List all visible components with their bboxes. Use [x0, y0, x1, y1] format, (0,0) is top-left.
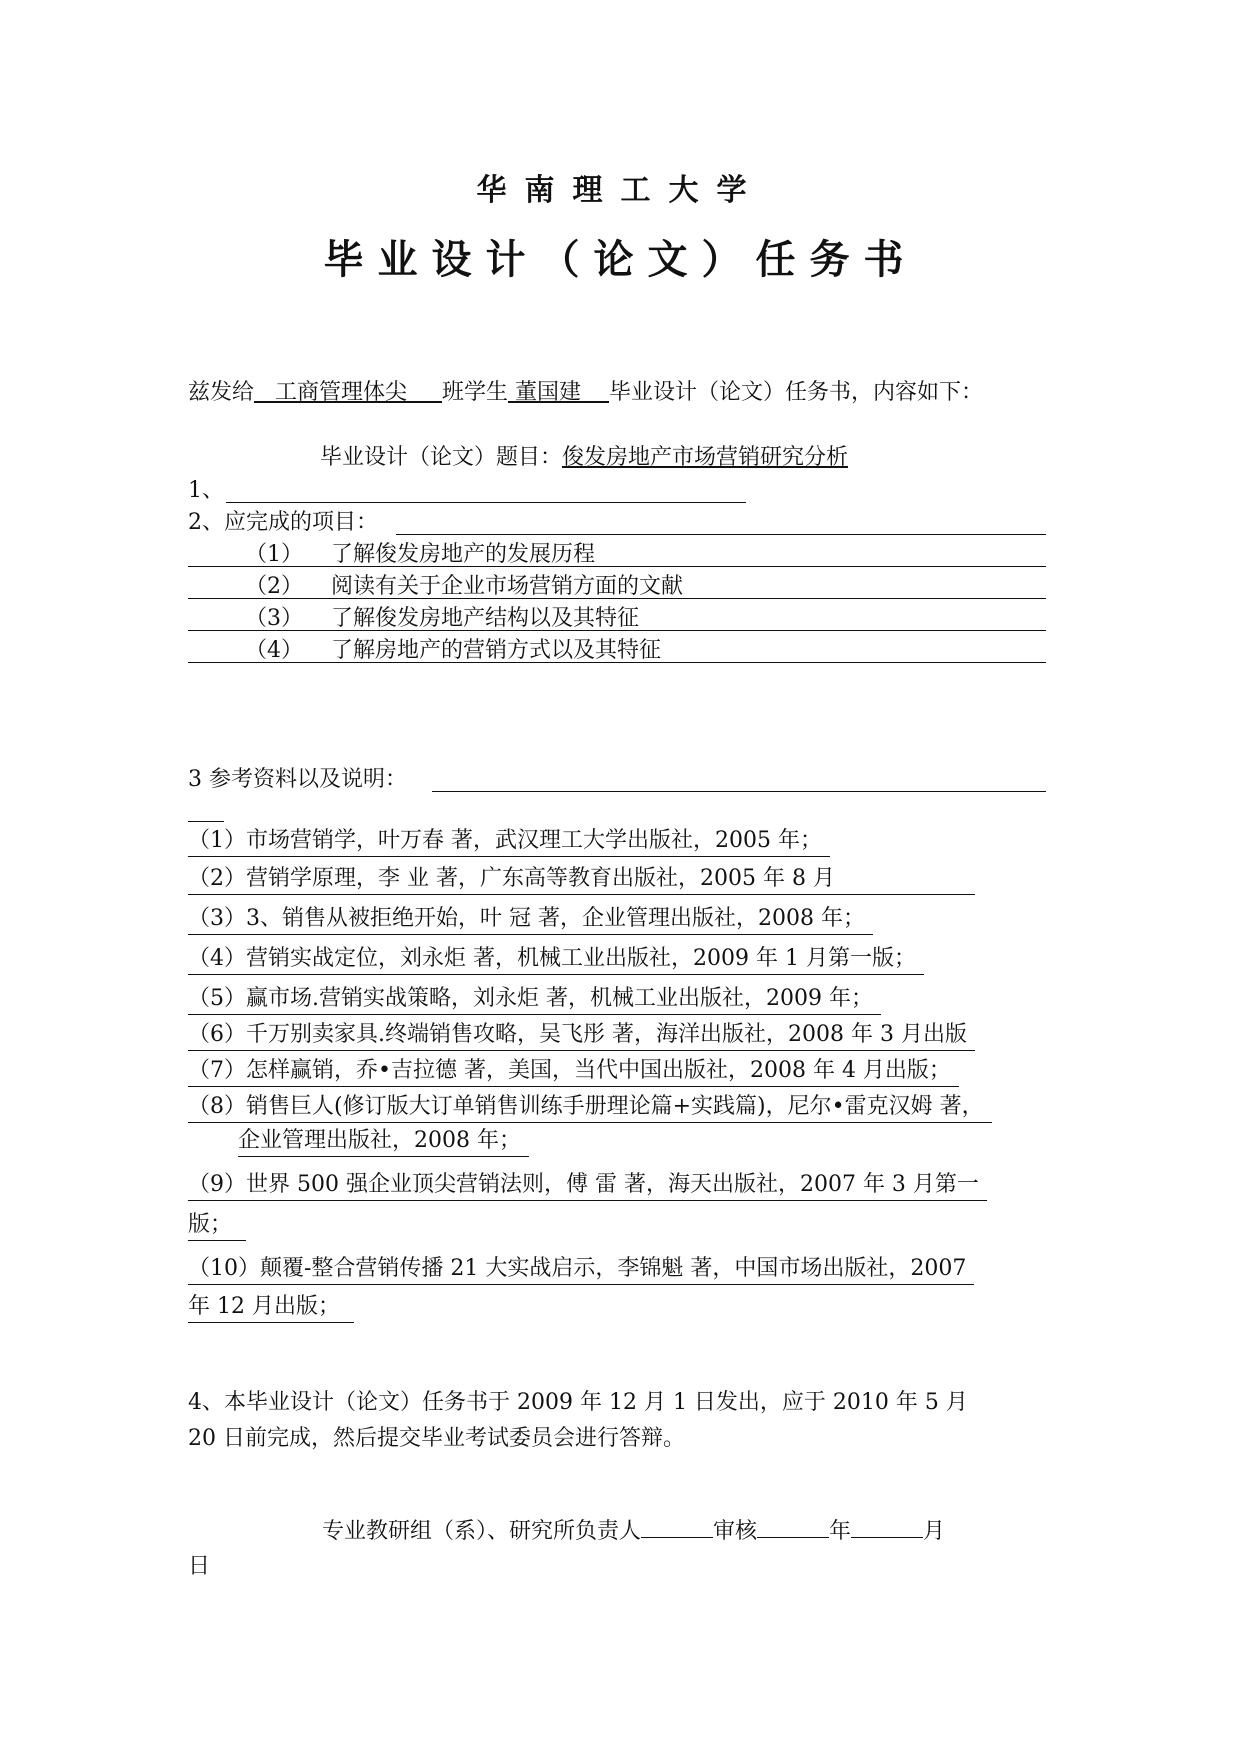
- signoff-year-label: 年: [829, 1519, 852, 1544]
- reference-item: （8）销售巨人(修订版大订单销售训练手册理论篇+实践篇)，尼尔•雷克汉姆 著，: [188, 1092, 992, 1123]
- signoff-day-label: 日: [188, 1554, 211, 1579]
- document-title: 毕业设计（论文）任务书: [323, 237, 918, 283]
- student-name-field: 董国建: [515, 380, 582, 405]
- task-underline: [188, 566, 1046, 567]
- task-item: （4） 了解房地产的营销方式以及其特征: [245, 638, 661, 663]
- reference-item: （2）营销学原理，李 业 著，广东高等教育出版社，2005 年 8 月: [188, 864, 975, 895]
- item2-label: 2、应完成的项目：: [188, 510, 378, 535]
- review-signature-blank[interactable]: [757, 1515, 829, 1538]
- task-underline: [188, 630, 1046, 631]
- month-blank[interactable]: [851, 1515, 923, 1538]
- signoff-responsible-label: 专业教研组（系）、研究所负责人: [322, 1519, 642, 1544]
- item2-blank-line: [396, 534, 1046, 535]
- topic-label: 毕业设计（论文）题目：: [320, 445, 563, 470]
- issue-prefix: 兹发给: [188, 380, 255, 405]
- issue-suffix: 毕业设计（论文）任务书，内容如下：: [609, 380, 984, 405]
- item1-label: 1、: [188, 478, 224, 503]
- task-item: （2） 阅读有关于企业市场营销方面的文献: [245, 574, 683, 599]
- reference-item: （6）千万别卖家具.终端销售攻略，吴飞彤 著，海洋出版社，2008 年 3 月出版: [188, 1020, 975, 1051]
- topic-value: 俊发房地产市场营销研究分析: [562, 445, 849, 470]
- signoff-line: [322, 1515, 945, 1547]
- issue-mid: 班学生: [441, 380, 508, 405]
- signoff-month-label: 月: [923, 1519, 946, 1544]
- reference-item: （9）世界 500 强企业顶尖营销法则，傅 雷 著，海天出版社，2007 年 3 月第一: [188, 1170, 987, 1201]
- task-underline: [188, 598, 1046, 599]
- reference-item: （1）市场营销学，叶万春 著，武汉理工大学出版社，2005 年；: [188, 826, 830, 857]
- reference-item-continuation: 年 12 月出版；: [188, 1292, 354, 1323]
- task-item: （3） 了解俊发房地产结构以及其特征: [245, 606, 639, 631]
- task-underline: [188, 662, 1046, 663]
- reference-item: （3）3、销售从被拒绝开始，叶 冠 著，企业管理出版社，2008 年；: [188, 904, 873, 935]
- issue-line: [188, 378, 983, 408]
- topic-line: [320, 443, 848, 473]
- responsible-signature-blank[interactable]: [641, 1515, 713, 1538]
- item4-line2: 20 日前完成，然后提交毕业考试委员会进行答辩。: [188, 1426, 685, 1451]
- signoff-review-label: 审核: [713, 1519, 758, 1544]
- reference-item-continuation: 版；: [188, 1210, 246, 1241]
- department-field: 工商管理体尖: [275, 380, 408, 405]
- reference-item: （10）颠覆-整合营销传播 21 大实战启示，李锦魁 著，中国市场出版社，2007: [188, 1254, 974, 1285]
- reference-item: （4）营销实战定位，刘永炬 著，机械工业出版社，2009 年 1 月第一版；: [188, 944, 924, 975]
- reference-item-continuation: 企业管理出版社，2008 年；: [238, 1126, 529, 1157]
- item3-blank-line: [432, 791, 1046, 792]
- task-item: （1） 了解俊发房地产的发展历程: [245, 542, 595, 567]
- reference-item: （5）赢市场.营销实战策略，刘永炬 著，机械工业出版社，2009 年；: [188, 984, 881, 1015]
- item4-line1: 4、本毕业设计（论文）任务书于 2009 年 12 月 1 日发出，应于 2010 年 5 月: [188, 1390, 968, 1415]
- item3-blank-continuation: [188, 821, 224, 822]
- university-name: 华南理工大学: [476, 173, 765, 208]
- item1-blank-line: [226, 502, 746, 503]
- item3-label: 3 参考资料以及说明：: [188, 767, 407, 792]
- reference-item: （7）怎样赢销，乔•吉拉德 著，美国，当代中国出版社，2008 年 4 月出版；: [188, 1056, 959, 1087]
